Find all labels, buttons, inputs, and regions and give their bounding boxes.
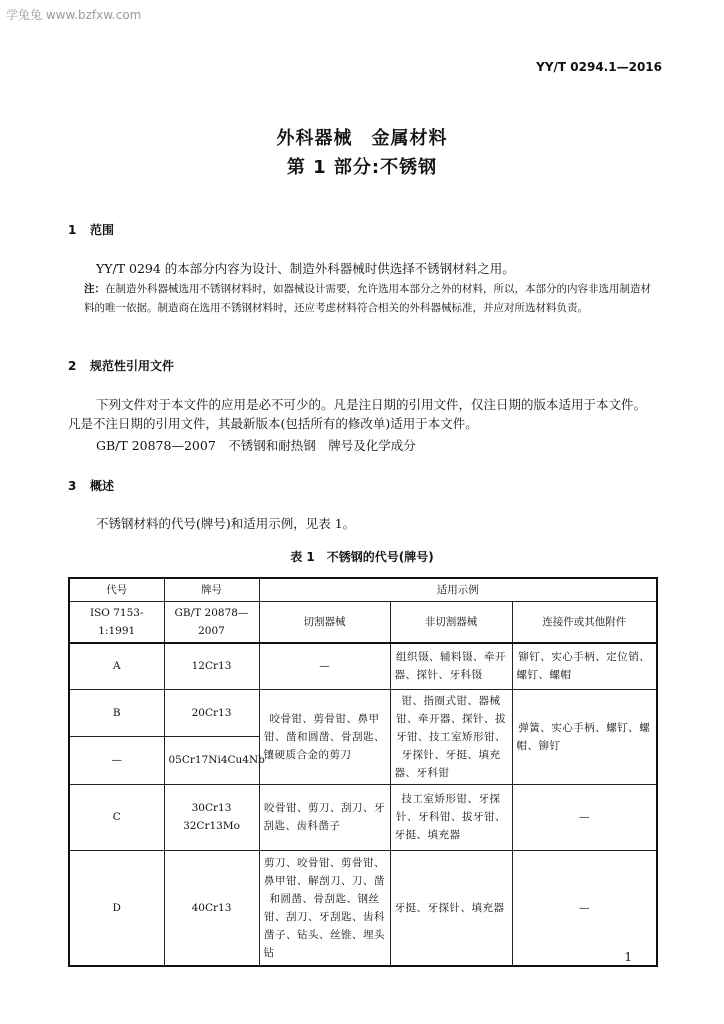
header-code-std: ISO 7153-1:1991 [69,602,164,644]
table-row [69,850,657,966]
section-number: 2 [68,359,77,373]
cell-code: D [69,850,164,966]
cell-code: C [69,784,164,850]
cell-non-cutting: 钳、指圈式钳、器械钳、牵开器、探针、拔牙钳、技工室矫形钳、牙探针、牙挺、填充器、牙科钳 [390,689,512,784]
header-code-label: 代号 [106,584,128,596]
section-title: 范围 [90,223,115,237]
cell-code: A [69,643,164,689]
note-text: 在制造外科器械选用不锈钢材料时，如器械设计需要，允许选用本部分之外的材料，所以，本部分的内容非选用制造材料的唯一依据。制造商在选用不锈钢材料时，还应考虑材料符合相关的外科器械标准，并应对所选材料负责。 [84,283,651,314]
scope-note [84,280,658,318]
scope-paragraph: YY/T 0294 的本部分内容为设计、制造外科器械时供选择不锈钢材料之用。 [96,261,515,276]
header-non-cutting: 非切割器械 [390,602,512,644]
table-row [69,643,657,689]
cell-non-cutting: 技工室矫形钳、牙探针、牙科钳、拔牙钳、牙挺、填充器 [390,784,512,850]
cell-connectors: — [512,784,657,850]
table-caption: 表 1 不锈钢的代号(牌号) [290,550,434,564]
section-title: 概述 [90,479,115,493]
document-subtitle: 第 1 部分:不锈钢 [286,157,438,178]
header-examples: 适用示例 [259,578,657,602]
section-heading-normative [68,357,174,374]
header-grade-label: 牌号 [201,584,222,596]
cell-connectors: — [512,850,657,966]
cell-non-cutting: 牙挺、牙探针、填充器 [390,850,512,966]
watermark: 学兔兔 www.bzfxw.com [6,8,142,22]
cell-grade [164,784,259,850]
section-title: 规范性引用文件 [90,359,175,373]
section-heading-scope [68,221,114,238]
header-cutting: 切割器械 [259,602,390,644]
normative-paragraph: 下列文件对于本文件的应用是必不可少的。凡是注日期的引用文件，仅注日期的版本适用于本文件。凡是不注日期的引用文件，其最新版本(包括所有的修改单)适用于本文件。 [68,397,647,431]
cell-connectors: 铆钉、实心手柄、定位销、螺钉、螺帽 [512,643,657,689]
cell-grade: 40Cr13 [164,850,259,966]
cell-cutting: 剪刀、咬骨钳、剪骨钳、鼻甲钳、解剖刀、刀、凿和圆凿、骨刮匙、钢丝钳、刮刀、牙刮匙、齿科凿子、钻头、丝锥、埋头钻 [259,850,390,966]
page-number: 1 [624,950,632,964]
table-row [69,689,657,737]
section-heading-overview [68,477,114,494]
cell-cutting: 咬骨钳、剪刀、刮刀、牙刮匙、齿科凿子 [259,784,390,850]
cell-grade: 05Cr17Ni4Cu4Nb [164,737,259,785]
table-row [69,784,657,850]
header-grade-std: GB/T 20878—2007 [164,602,259,644]
cell-cutting: 咬骨钳、剪骨钳、鼻甲钳、凿和圆凿、骨刮匙、镶硬质合金的剪刀 [259,689,390,784]
cell-code: B [69,689,164,737]
cell-cutting: — [259,643,390,689]
grade-line: 30Cr13 [191,802,232,814]
cell-code: — [69,737,164,785]
overview-paragraph: 不锈钢材料的代号(牌号)和适用示例，见表 1。 [96,516,356,531]
grade-line: 32Cr13Mo [183,820,240,832]
header-connectors: 连接件或其他附件 [512,602,657,644]
cell-grade: 20Cr13 [164,689,259,737]
steel-grade-table [68,577,658,967]
cell-non-cutting: 组织镊、辅料镊、牵开器、探针、牙科镊 [390,643,512,689]
normative-reference: GB/T 20878—2007 不锈钢和耐热钢 牌号及化学成分 [96,438,416,453]
header-code [69,578,164,602]
header-grade [164,578,259,602]
note-label: 注： [84,283,105,295]
cell-connectors: 弹簧、实心手柄、螺钉、螺帽、铆钉 [512,689,657,784]
standard-code: YY/T 0294.1—2016 [536,60,662,74]
document-title: 外科器械 金属材料 [276,128,448,149]
cell-grade: 12Cr13 [164,643,259,689]
section-number: 3 [68,479,77,493]
section-number: 1 [68,223,77,237]
